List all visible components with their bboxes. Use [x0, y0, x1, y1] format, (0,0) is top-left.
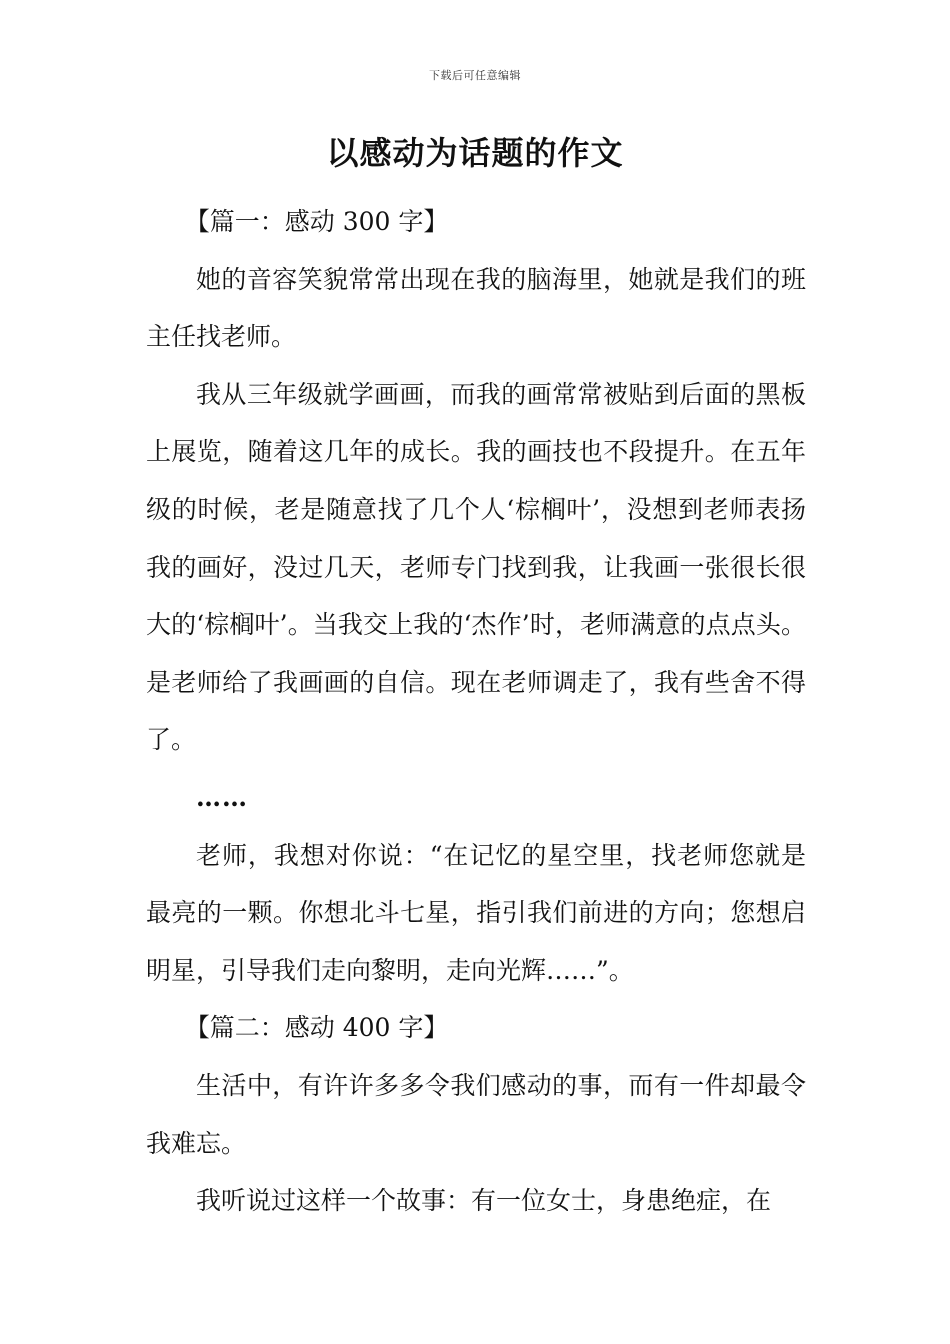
paragraph: 我听说过这样一个故事：有一位女士，身患绝症，在 — [196, 1186, 772, 1216]
document-title: 以感动为话题的作文 — [326, 134, 624, 172]
document-body — [146, 193, 806, 1230]
paragraph: 老师，我想对你说：“在记忆的星空里，找老师您就是最亮的一颗。你想北斗七星，指引我们前进的方向；您想启明星，引导我们走向黎明，走向光辉……”。 — [146, 840, 806, 985]
header-note: 下载后可任意编辑 — [429, 69, 521, 82]
section-heading-1: 【篇一：感动 300 字】 — [184, 207, 449, 236]
paragraph: 她的音容笑貌常常出现在我的脑海里，她就是我们的班主任找老师。 — [146, 264, 806, 352]
section-heading-2: 【篇二：感动 400 字】 — [184, 1013, 449, 1043]
ellipsis-line: …… — [196, 782, 248, 812]
paragraph: 我从三年级就学画画，而我的画常常被贴到后面的黑板上展览，随着这几年的成长。我的画技也不段提升。在五年级的时候，老是随意找了几个人‘棕榈叶’，没想到老师表扬我的画好，没过几天，老师专门找到我，让我画一张很长很大的‘棕榈叶’。当我交上我的‘杰作’时，老师满意的点点头。是老师给了我画画的自信。现在老师调走了，我有些舍不得了。 — [146, 379, 806, 755]
paragraph: 生活中，有许许多多令我们感动的事，而有一件却最令我难忘。 — [146, 1070, 806, 1158]
